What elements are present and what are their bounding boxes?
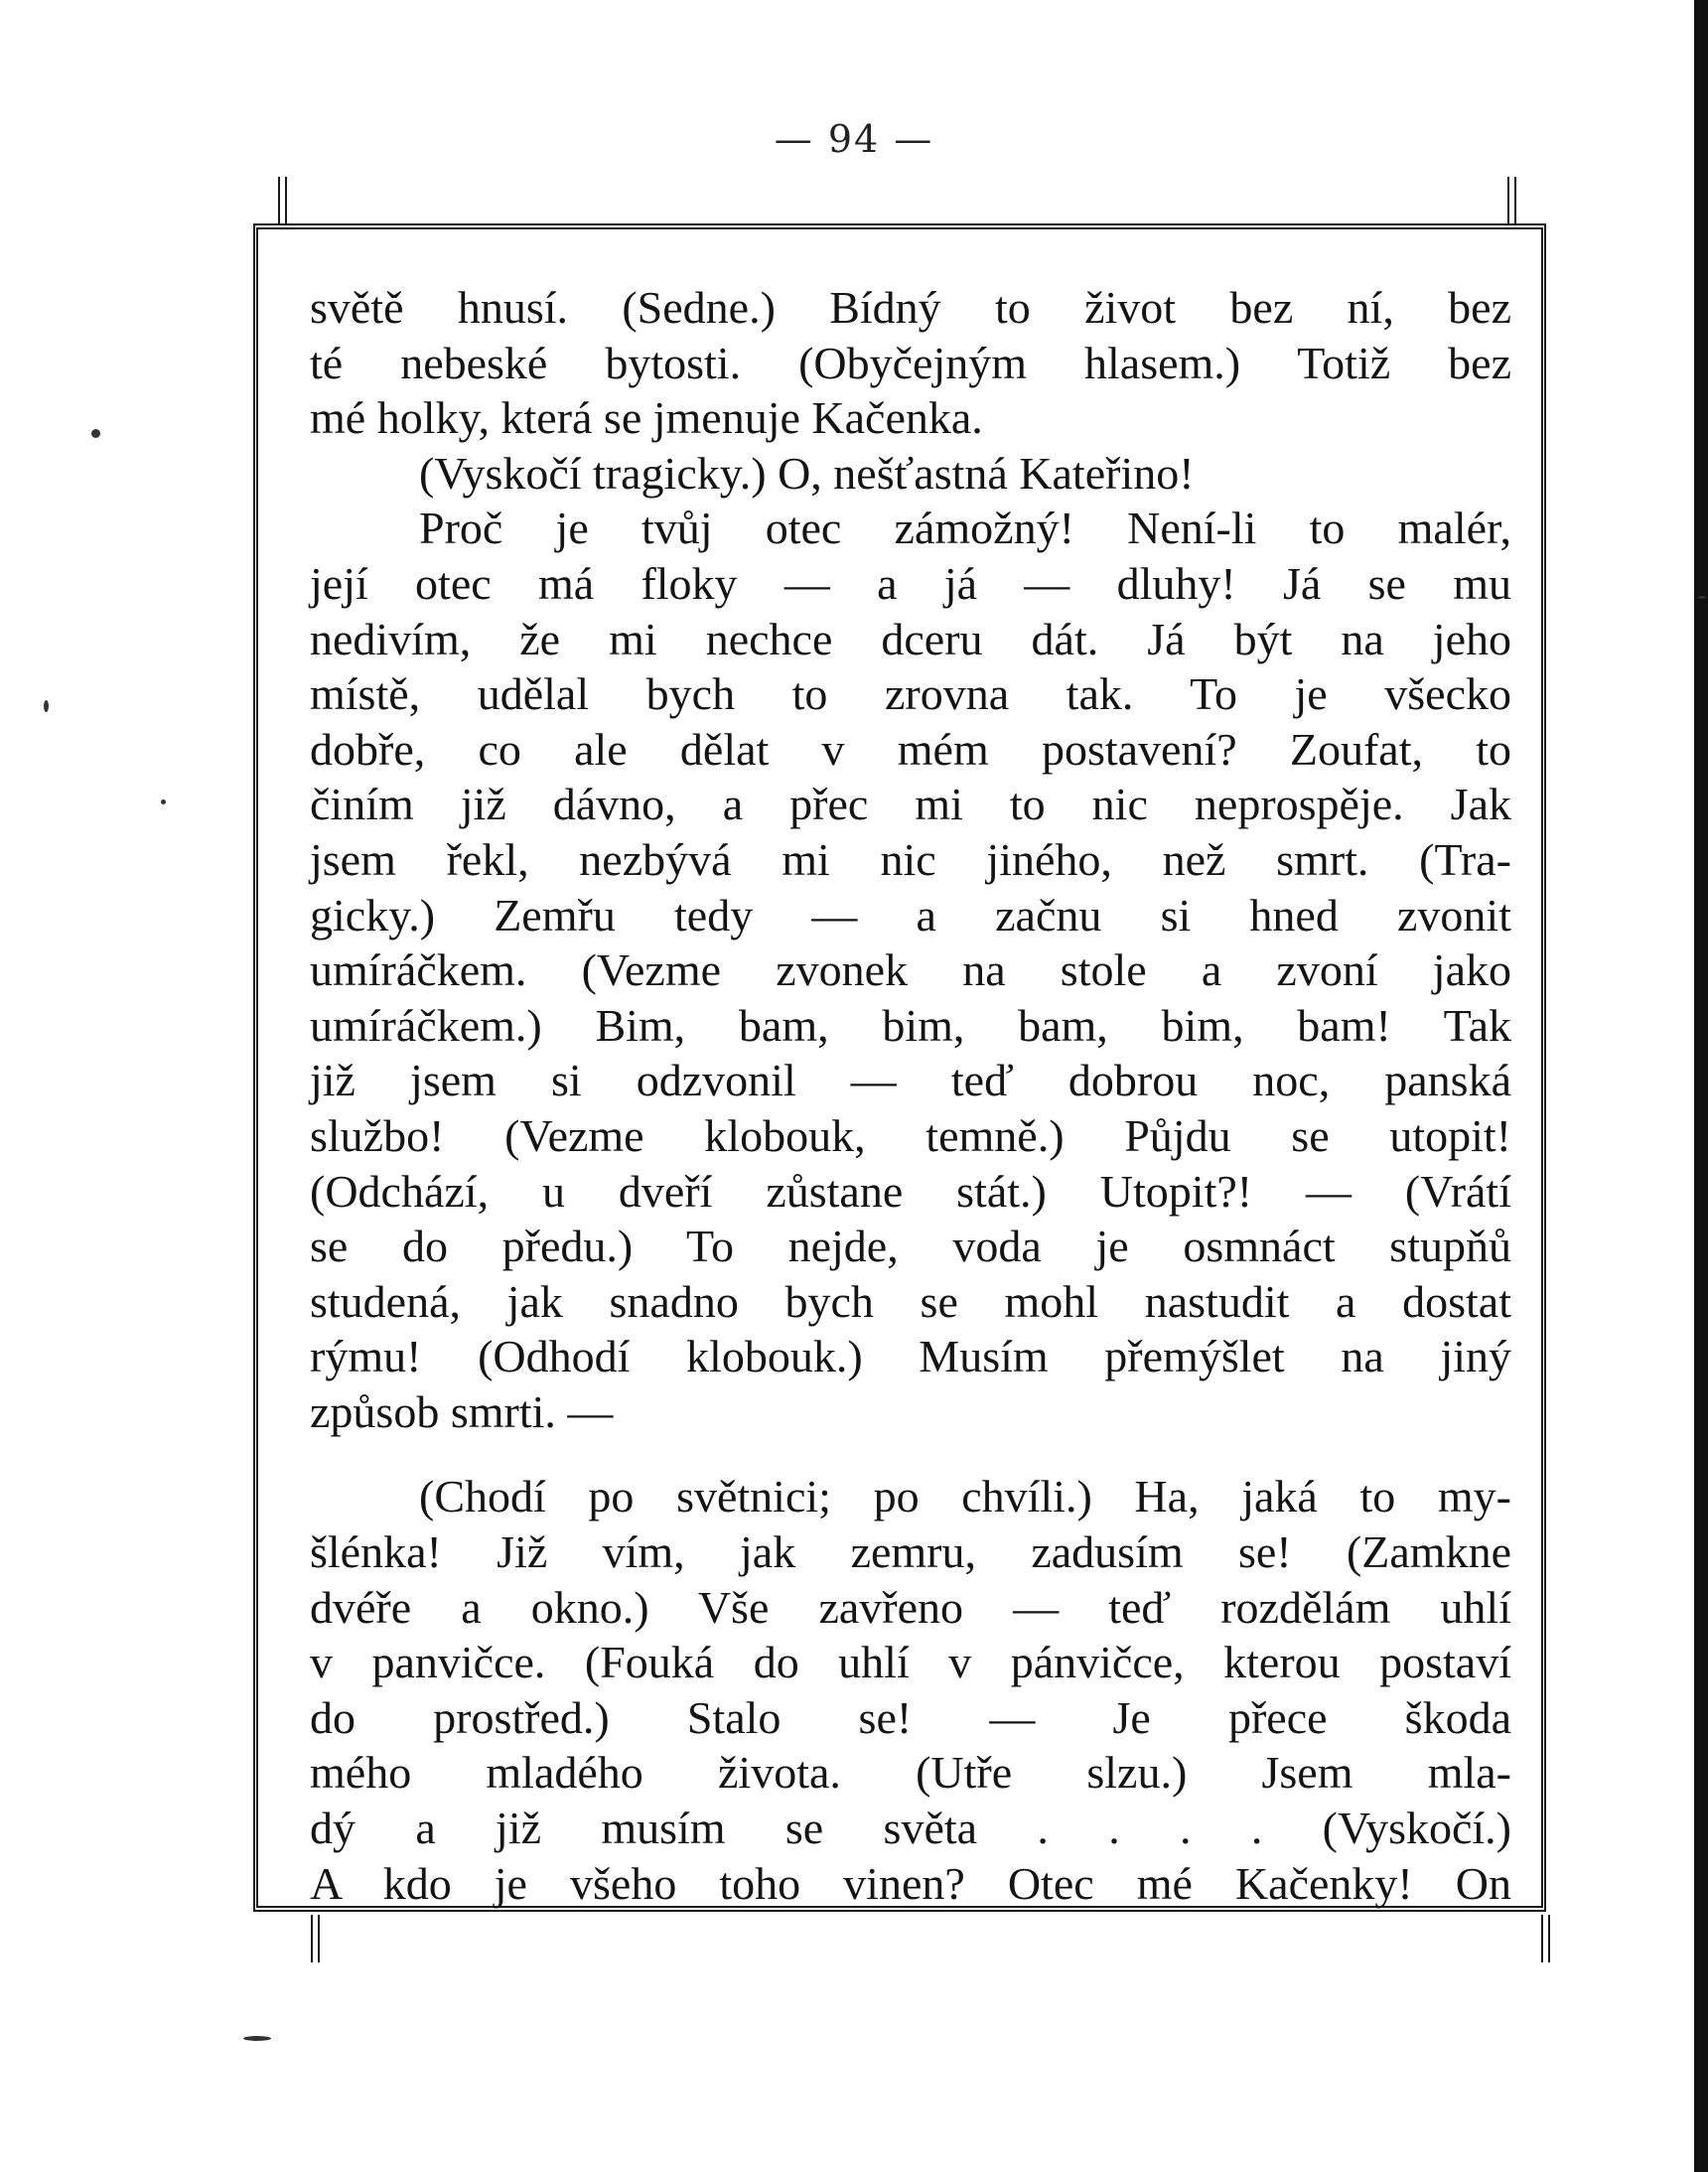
text-line: mého mladého života. (Utře slzu.) Jsem mla-	[310, 1747, 1511, 1799]
text-line: světě hnusí. (Sedne.) Bídný to život bez ní, bez	[310, 282, 1511, 333]
frame-corner-mark	[278, 177, 287, 224]
text-line: místě, udělal bych to zrovna tak. To je všecko	[310, 668, 1511, 720]
text-line: té nebeské bytosti. (Obyčejným hlasem.) Totiž bez	[310, 337, 1511, 388]
text-line: službo! (Vezme klobouk, temně.) Půjdu se utopit!	[310, 1109, 1511, 1161]
text-line: dobře, co ale dělat v mém postavení? Zoufat, to	[310, 723, 1511, 775]
frame-corner-mark	[311, 1915, 320, 1962]
print-speck	[44, 700, 49, 712]
text-line: její otec má floky — a já — dluhy! Já se mu	[310, 557, 1511, 609]
print-speck	[243, 2036, 271, 2041]
text-line: gicky.) Zemřu tedy — a začnu si hned zvonit	[310, 889, 1511, 941]
text-line: mé holky, která se jmenuje Kačenka.	[310, 392, 983, 444]
text-line: studená, jak snadno bych se mohl nastudit a dostat	[310, 1275, 1511, 1327]
frame-corner-mark	[1507, 177, 1516, 224]
text-line: (Chodí po světnici; po chvíli.) Ha, jaká to my-	[419, 1471, 1511, 1522]
text-line: umíráčkem. (Vezme zvonek na stole a zvoní jako	[310, 944, 1511, 996]
text-line: způsob smrti. —	[310, 1385, 614, 1437]
page-edge-shadow	[1694, 0, 1708, 2172]
print-speck	[161, 799, 166, 804]
text-line: šlénka! Již vím, jak zemru, zadusím se! (Zamkne	[310, 1526, 1511, 1578]
text-line: A kdo je všeho toho vinen? Otec mé Kačenky! On	[310, 1857, 1511, 1909]
text-line: umíráčkem.) Bim, bam, bim, bam, bim, bam! Tak	[310, 999, 1511, 1051]
text-line: jsem řekl, nezbývá mi nic jiného, než smrt. (Tra-	[310, 833, 1511, 885]
text-line: již jsem si odzvonil — teď dobrou noc, panská	[310, 1055, 1511, 1106]
print-speck	[91, 429, 100, 438]
text-line: dvéře a okno.) Vše zavřeno — teď rozdělám uhlí	[310, 1581, 1511, 1633]
text-line: se do předu.) To nejde, voda je osmnáct stupňů	[310, 1221, 1511, 1272]
text-line: Proč je tvůj otec zámožný! Není-li to malér,	[419, 503, 1511, 554]
print-speck	[1698, 596, 1706, 599]
text-line: rýmu! (Odhodí klobouk.) Musím přemýšlet na jiný	[310, 1331, 1511, 1382]
text-line: činím již dávno, a přec mi to nic neprospěje. Jak	[310, 779, 1511, 830]
body-text	[310, 280, 1511, 1911]
text-line: (Odchází, u dveří zůstane stát.) Utopit?! — (Vrátí	[310, 1165, 1511, 1217]
paragraph-gap	[310, 1439, 1511, 1469]
text-line: do prostřed.) Stalo se! — Je přece škoda	[310, 1691, 1511, 1743]
frame-corner-mark	[1541, 1915, 1550, 1962]
page-number: — 94 —	[774, 117, 934, 161]
text-line: dý a již musím se světa . . . . (Vyskočí.)	[310, 1803, 1511, 1854]
text-line: v panvičce. (Fouká do uhlí v pánvičce, kterou postaví	[310, 1637, 1511, 1688]
text-line: (Vyskočí tragicky.) O, nešťastná Kateřino!	[419, 447, 1195, 499]
text-line: nedivím, že mi nechce dceru dát. Já být na jeho	[310, 613, 1511, 664]
